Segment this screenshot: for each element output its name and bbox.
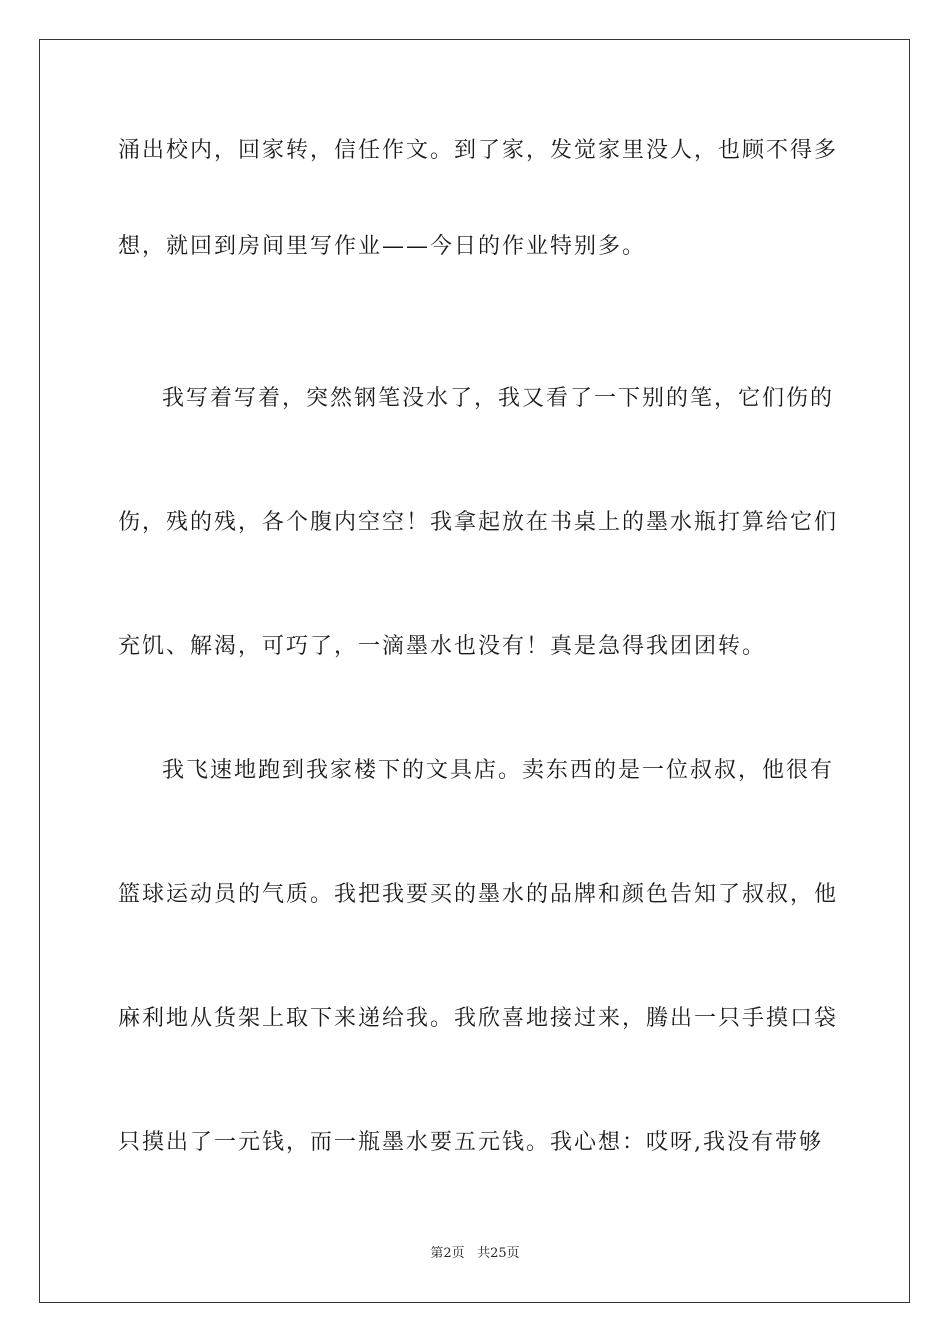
body-line-8: 麻利地从货架上取下来递给我。我欣喜地接过来，腾出一只手摸口袋 (118, 1006, 839, 1031)
page-number: 第2页 (430, 1246, 465, 1261)
body-line-2: 想，就回到房间里写作业——今日的作业特别多。 (118, 234, 647, 259)
body-line-9: 只摸出了一元钱，而一瓶墨水要五元钱。我心想：哎呀,我没有带够 (118, 1130, 823, 1155)
body-line-7: 篮球运动员的气质。我把我要买的墨水的品牌和颜色告知了叔叔，他 (118, 882, 839, 907)
page-frame (39, 39, 910, 1303)
total-pages: 共25页 (477, 1246, 520, 1261)
body-line-4: 伤，残的残，各个腹内空空！我拿起放在书桌上的墨水瓶打算给它们 (118, 510, 839, 535)
body-line-3: 我写着写着，突然钢笔没水了，我又看了一下别的笔，它们伤的 (162, 386, 835, 411)
body-line-6: 我飞速地跑到我家楼下的文具店。卖东西的是一位叔叔，他很有 (162, 758, 835, 783)
page-footer (0, 1245, 950, 1263)
body-line-1: 涌出校内，回家转，信任作文。到了家，发觉家里没人，也顾不得多 (118, 138, 839, 163)
body-line-5: 充饥、解渴，可巧了，一滴墨水也没有！真是急得我团团转。 (118, 634, 767, 659)
footer-spacer (465, 1246, 477, 1261)
